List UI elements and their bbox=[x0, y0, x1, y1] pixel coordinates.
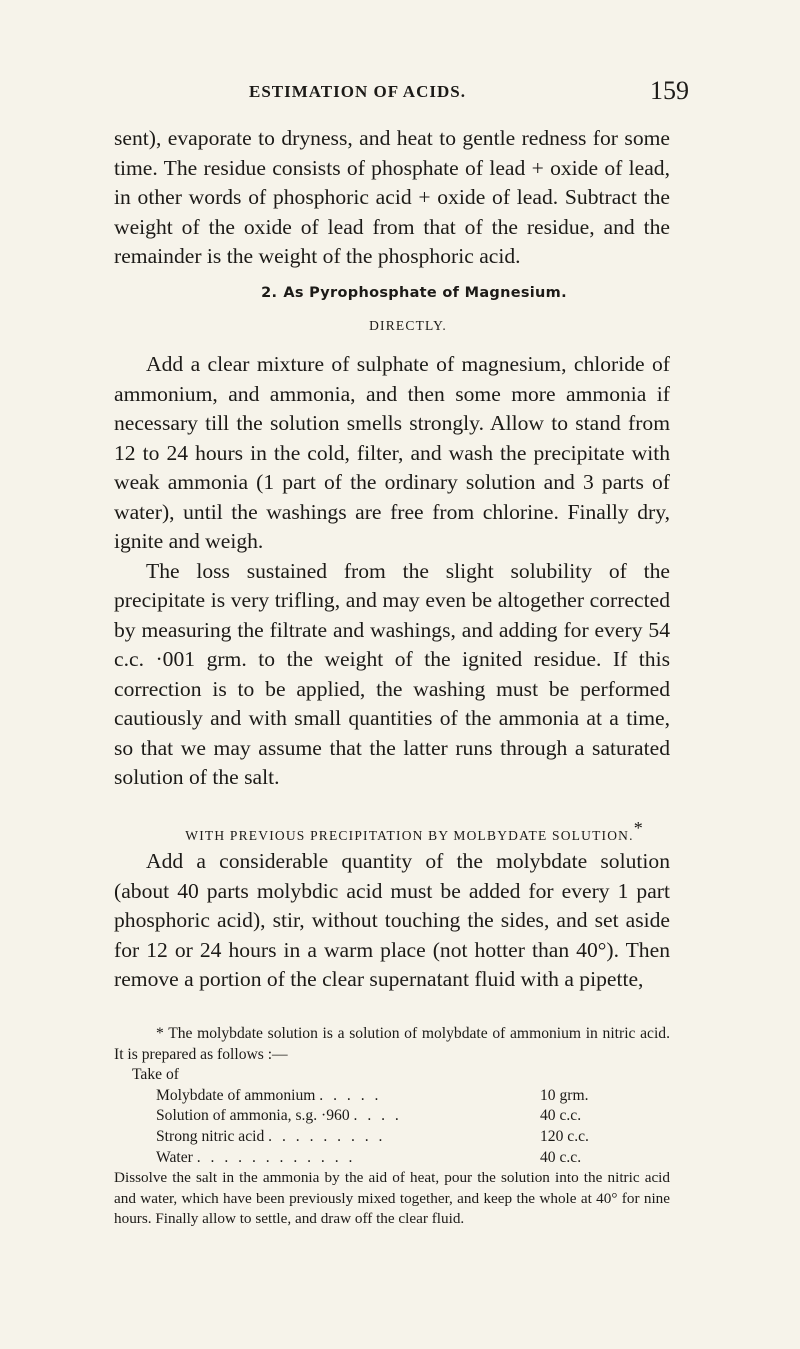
running-title: ESTIMATION OF ACIDS. bbox=[249, 82, 466, 101]
paragraph-continued bbox=[114, 124, 670, 272]
subheading-molybdate-precipitation bbox=[0, 818, 800, 844]
recipe-row bbox=[156, 1106, 632, 1127]
footnote-marker: * bbox=[633, 818, 643, 838]
section-title: As Pyrophosphate of Magnesium. bbox=[283, 285, 567, 301]
footnote bbox=[114, 1024, 670, 1230]
recipe-item: Solution of ammonia, s.g. ·960 bbox=[156, 1107, 350, 1125]
recipe-quantity: 10 grm. bbox=[540, 1086, 589, 1104]
recipe-row bbox=[156, 1086, 632, 1107]
section-3-body bbox=[114, 847, 670, 995]
recipe-leader: . . . . bbox=[353, 1107, 402, 1125]
recipe-row bbox=[156, 1148, 632, 1169]
running-head bbox=[0, 76, 800, 106]
recipe-quantity: 40 c.c. bbox=[540, 1148, 582, 1166]
footnote-tail: Dissolve the salt in the ammonia by the aid of heat, pour the solution into the nitric acid and water, which have been previously mixed together, and keep the whole at 40° for nine hours. Finally allow to settle, and draw off the clear fluid. bbox=[114, 1169, 670, 1228]
subheading-directly: DIRECTLY. bbox=[369, 318, 447, 333]
recipe-leader: . . . . . . . . . . . . bbox=[196, 1148, 356, 1166]
recipe-table bbox=[156, 1086, 632, 1168]
recipe-quantity: 120 c.c. bbox=[540, 1127, 589, 1145]
recipe-item: Strong nitric acid bbox=[156, 1127, 265, 1145]
paragraph-molybdate-method: Add a considerable quantity of the molybdate solution (about 40 parts molybdic acid must be added for every 1 part phosphoric acid), stir, without touching the sides, and set aside for 12 or 24 hours in a warm place (not hotter than 40°). Then remove a portion of the clear supernatant fluid with a pipette, bbox=[114, 849, 670, 991]
footnote-lead: * The molybdate solution is a solution of molybdate of ammonium in nitric acid. It is prepared as follows :— bbox=[114, 1025, 670, 1063]
paragraph-1-text: sent), evaporate to dryness, and heat to gentle redness for some time. The residue consists of phosphate of lead + oxide of lead, in other words of phosphoric acid + oxide of lead. Subtract the weight of the oxide of lead from that of the residue, and the remainder is the weight of the phosphoric acid. bbox=[114, 126, 670, 268]
recipe-quantity: 40 c.c. bbox=[540, 1107, 582, 1125]
section-heading-pyrophosphate bbox=[0, 285, 800, 301]
section-2-body bbox=[114, 350, 670, 793]
section-number: 2. bbox=[261, 285, 278, 301]
recipe-row bbox=[156, 1127, 632, 1148]
recipe-item: Molybdate of ammonium bbox=[156, 1086, 316, 1104]
recipe-item: Water bbox=[156, 1148, 193, 1166]
footnote-take-of: Take of bbox=[132, 1066, 179, 1084]
paragraph-solubility-correction: The loss sustained from the slight solubility of the precipitate is very trifling, and may even be altogether corrected by measuring the filtrate and washings, and adding for every 54 c.c. ·001 grm. to the weight of the ignited residue. If this correction is to be applied, the washing must be performed cautiously and with small quantities of the ammonia at a time, so that we may assume that the latter runs through a saturated solution of the salt. bbox=[114, 558, 670, 789]
recipe-leader: . . . . . . . . . bbox=[268, 1127, 386, 1145]
page-number: 159 bbox=[650, 76, 689, 105]
recipe-leader: . . . . . bbox=[319, 1086, 382, 1104]
subheading-molybdate-text: WITH PREVIOUS PRECIPITATION BY MOLBYDATE SOLUTION. bbox=[185, 828, 634, 843]
paragraph-directly-method: Add a clear mixture of sulphate of magnesium, chloride of ammonium, and ammonia, and then some more ammonia if necessary till the solution smells strongly. Allow to stand from 12 to 24 hours in the cold, filter, and wash the precipitate with weak ammonia (1 part of the ordinary solution and 3 parts of water), until the washings are free from chlorine. Finally dry, ignite and weigh. bbox=[114, 352, 670, 553]
